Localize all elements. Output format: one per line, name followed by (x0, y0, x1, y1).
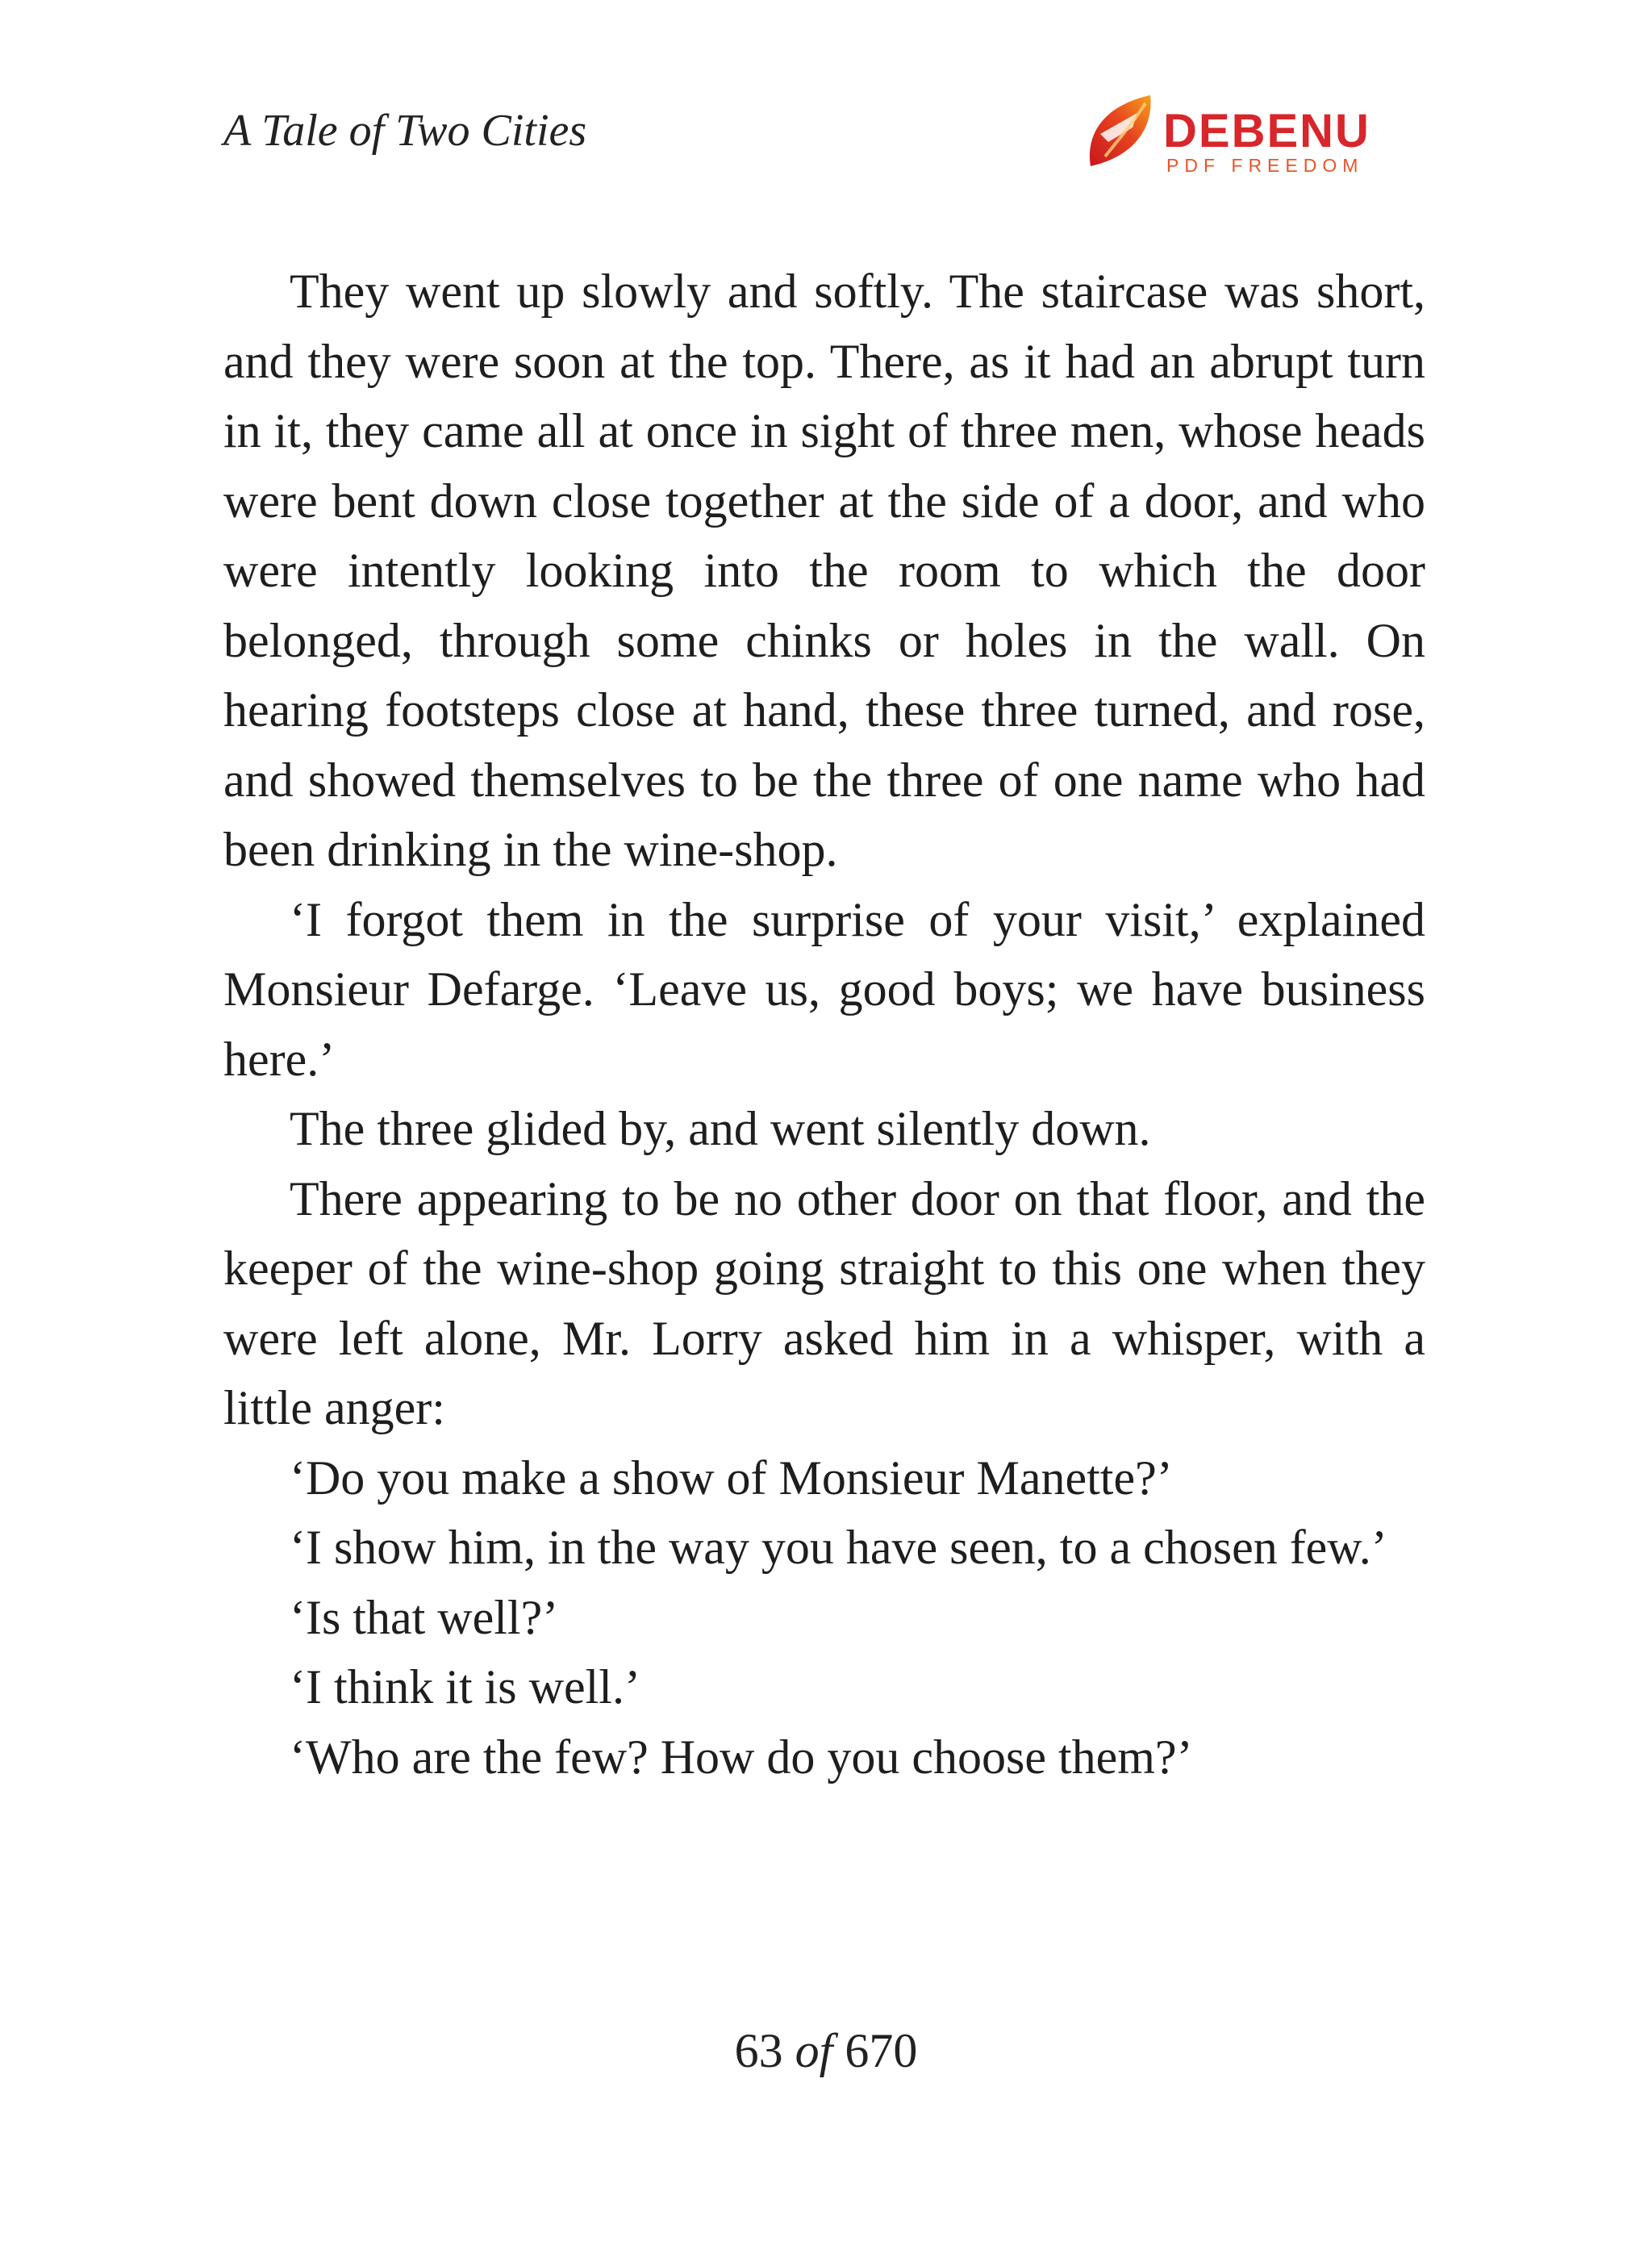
body-text (223, 257, 1425, 1792)
paragraph: ‘I show him, in the way you have seen, to a chosen few.’ (290, 1521, 1387, 1574)
paragraph: There appearing to be no other door on that floor, and the keeper of the wine-shop going straight to this one when they were left alone, Mr. Lorry asked him in a whisper, with a little anger: (223, 1171, 1425, 1434)
paragraph: They went up slowly and softly. The staircase was short, and they were soon at the top. There, as it had an abrupt turn in it, they came all at once in sight of three men, whose heads were bent down close together at the side of a door, and who were intently looking into the room to which the door belonged, through some chinks or holes in the wall. On hearing footsteps close at hand, these three turned, and rose, and showed themselves to be the three of one name who had been drinking in the wine-shop. (223, 265, 1425, 876)
total-pages: 670 (845, 2024, 918, 2077)
current-page: 63 (734, 2024, 783, 2077)
paragraph: ‘I think it is well.’ (290, 1660, 640, 1713)
paragraph: ‘I forgot them in the surprise of your visit,’ explained Monsieur Defarge. ‘Leave us, good boys; we have business here.’ (223, 892, 1425, 1086)
paragraph: The three glided by, and went silently down. (290, 1102, 1151, 1155)
logo-tagline: PDF FREEDOM (1166, 155, 1364, 176)
paragraph: ‘Do you make a show of Monsieur Manette?’ (290, 1450, 1173, 1505)
paragraph: ‘Is that well?’ (290, 1590, 559, 1644)
logo-name: DEBENU (1163, 105, 1370, 157)
page-number (0, 2023, 1652, 2079)
book-title: A Tale of Two Cities (223, 106, 587, 156)
debenu-leaf-icon (1081, 89, 1158, 177)
paragraph: ‘Who are the few? How do you choose them?’ (290, 1730, 1193, 1784)
of-label: of (795, 2024, 833, 2077)
debenu-logo (1081, 89, 1371, 177)
